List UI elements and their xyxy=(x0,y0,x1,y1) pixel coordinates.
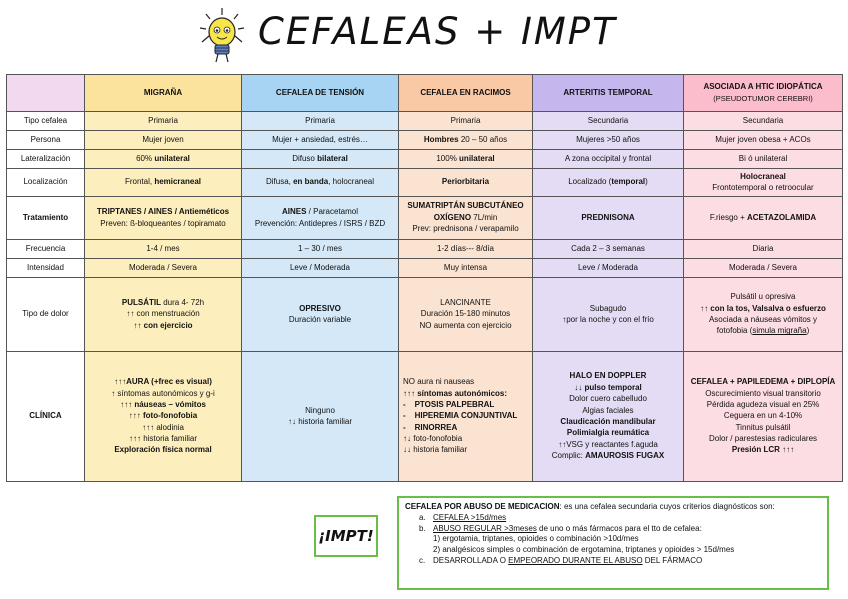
cell-text: ) xyxy=(645,177,648,187)
header xyxy=(0,0,848,70)
row-label: Localización xyxy=(7,169,85,197)
table-cell xyxy=(533,352,684,482)
row-label: CLÍNICA xyxy=(7,352,85,482)
table-cell xyxy=(399,278,533,352)
cell-text: ↑↑VSG y reactantes f.aguda xyxy=(558,439,658,449)
table-cell: Secundaria xyxy=(533,112,684,131)
note-marker: c. xyxy=(419,555,426,565)
cell-text-bold: hemicraneal xyxy=(154,177,202,187)
cell-text-bold: OXÍGENO xyxy=(433,212,472,222)
cell-text-bold: unilateral xyxy=(459,153,495,163)
table-cell xyxy=(399,352,533,482)
cell-text-bold: ↑↑ con la tos, Valsalva o esfuerzo xyxy=(700,303,826,313)
table-row xyxy=(7,259,843,278)
cell-text-bold: PULSÁTIL xyxy=(121,297,161,307)
cell-text-bold: PTOSIS PALPEBRAL xyxy=(414,399,495,409)
cell-text: fotofobia ( xyxy=(716,326,753,336)
cell-text: Oscurecimiento visual transitorio xyxy=(705,388,821,398)
table-row xyxy=(7,150,843,169)
table-cell: A zona occipital y frontal xyxy=(533,150,684,169)
cell-text: 100% xyxy=(436,153,460,163)
cell-text-bold: ↓↓ pulso temporal xyxy=(574,382,642,392)
table-header-row xyxy=(7,75,843,112)
cell-text: 7L/min xyxy=(471,212,498,222)
row-label: Lateralización xyxy=(7,150,85,169)
cell-text-bold: HIPEREMIA CONJUNTIVAL xyxy=(414,411,518,421)
note-heading xyxy=(405,502,821,513)
cell-text: Duración 15-180 minutos xyxy=(420,309,511,319)
note-item-b xyxy=(405,524,821,535)
cell-bullet-bold: - PTOSIS PALPEBRAL xyxy=(403,399,495,409)
cell-text-bold: ACETAZOLAMIDA xyxy=(746,212,817,222)
table-row xyxy=(7,131,843,150)
cell-text-bold: ↑↑↑ náuseas – vómitos xyxy=(120,399,206,409)
column-header-htic-title: ASOCIADA A HTIC IDIOPÁTICA xyxy=(703,82,823,92)
cell-text: Preven: ß-bloqueantes / topiramato xyxy=(100,218,226,228)
cell-text: ↑↓ foto-fonofobia xyxy=(403,434,463,444)
column-header-htic-subtitle: (PSEUDOTUMOR CEREBRI) xyxy=(713,93,813,103)
note-item-c xyxy=(405,556,821,567)
note-item-a xyxy=(405,513,821,524)
table-cell xyxy=(242,150,399,169)
cell-text-bold: AINES xyxy=(281,207,307,217)
cell-text-bold: Presión LCR ↑↑↑ xyxy=(731,445,795,455)
headache-comparison-table xyxy=(6,74,843,482)
table-cell xyxy=(399,150,533,169)
table-cell: Diaria xyxy=(684,240,843,259)
note-text-underlined: CEFALEA >15d/mes xyxy=(433,512,507,522)
table-cell xyxy=(242,197,399,240)
table-cell: Moderada / Severa xyxy=(684,259,843,278)
cell-text: ↑↑ con menstruación xyxy=(126,309,200,319)
table-cell: Leve / Moderada xyxy=(242,259,399,278)
note-text: DEL FÁRMACO xyxy=(642,555,703,565)
table-row xyxy=(7,112,843,131)
table-cell xyxy=(399,131,533,150)
table-cell: Leve / Moderada xyxy=(533,259,684,278)
cell-text-bold: Holocraneal xyxy=(740,171,786,181)
note-text: de uno o más fármacos para el tto de cefalea: xyxy=(536,523,702,533)
cell-text-bold: Polimialgia reumática xyxy=(566,428,650,438)
cell-text: Pulsátil u opresiva xyxy=(730,292,796,302)
table-cell: Moderada / Severa xyxy=(85,259,242,278)
cell-text: Subagudo xyxy=(589,303,627,313)
cell-text-bold: bilateral xyxy=(317,153,348,163)
note-marker: a. xyxy=(419,512,426,522)
table-cell: Periorbitaria xyxy=(399,169,533,197)
table-cell: Secundaria xyxy=(684,112,843,131)
table-cell: Cada 2 – 3 semanas xyxy=(533,240,684,259)
table-cell: PREDNISONA xyxy=(533,197,684,240)
cell-text: Duración variable xyxy=(288,315,352,324)
cell-text-bold: SUMATRIPTÁN SUBCUTÁNEO xyxy=(407,201,524,211)
cell-text: F.riesgo + xyxy=(709,212,747,222)
table-cell: Bi ó unilateral xyxy=(684,150,843,169)
cell-text: Dolor / parestesias radiculares xyxy=(708,434,818,444)
cell-text: ↑↑↑ historia familiar xyxy=(128,434,197,444)
cell-text-bold: temporal xyxy=(611,177,646,187)
table-cell xyxy=(85,352,242,482)
table-cell: Muy intensa xyxy=(399,259,533,278)
cell-text: Frontotemporal o retroocular xyxy=(712,183,814,192)
table-cell xyxy=(85,150,242,169)
cell-text: Dolor cuero cabelludo xyxy=(569,394,647,404)
cell-text-bold: en banda xyxy=(293,177,329,187)
cell-text: ↑ síntomas autonómicos y g-i xyxy=(111,388,215,398)
cell-text: dura 4- 72h xyxy=(160,297,205,307)
table-cell xyxy=(85,169,242,197)
table-cell: 1-4 / mes xyxy=(85,240,242,259)
cell-text: Ninguno xyxy=(305,405,335,415)
cell-text: NO aumenta con ejercicio xyxy=(419,320,512,330)
cell-text: NO aura ni nauseas xyxy=(403,377,475,387)
medication-overuse-note xyxy=(397,496,829,590)
table-cell: Primaria xyxy=(399,112,533,131)
note-text-underlined: ABUSO REGULAR >3meses xyxy=(433,523,537,533)
cell-text: Prev: prednisona / verapamilo xyxy=(412,224,519,234)
row-label: Tipo cefalea xyxy=(7,112,85,131)
table-cell xyxy=(85,197,242,240)
table-cell: Mujeres >50 años xyxy=(533,131,684,150)
cell-text-bold: CEFALEA + PAPILEDEMA + DIPLOPÍA xyxy=(690,377,836,387)
table-cell xyxy=(242,352,399,482)
note-marker: b. xyxy=(419,523,426,533)
cell-text: ↓↓ historia familiar xyxy=(403,445,468,455)
cell-text-bold: ↑↑ con ejercicio xyxy=(133,320,193,330)
cell-text: Ceguera en un 4-10% xyxy=(723,411,803,421)
table-cell xyxy=(399,197,533,240)
cell-bullet-bold: - HIPEREMIA CONJUNTIVAL xyxy=(403,411,518,421)
cell-text: Tinnitus pulsátil xyxy=(735,422,791,432)
table-cell: 1-2 días--- 8/día xyxy=(399,240,533,259)
cell-text: 60% xyxy=(136,153,155,163)
cell-text: , holocraneal xyxy=(328,177,375,187)
cell-text: 20 – 50 años xyxy=(458,134,508,144)
cell-text: LANCINANTE xyxy=(440,297,491,307)
cell-bullet-bold: - RINORREA xyxy=(403,422,458,432)
table-cell: Primaria xyxy=(85,112,242,131)
row-label: Intensidad xyxy=(7,259,85,278)
table-cell: 1 – 30 / mes xyxy=(242,240,399,259)
row-label: Frecuencia xyxy=(7,240,85,259)
column-header-htic xyxy=(684,75,843,112)
table-row xyxy=(7,278,843,352)
note-heading-text: : es una cefalea secundaria cuyos criterios diagnósticos son: xyxy=(559,502,775,511)
note-subitem: 2) analgésicos simples o combinación de ergotamina, triptanes y opioides > 15d/mes xyxy=(433,545,735,555)
cell-text-underlined: simula migraña xyxy=(752,326,807,336)
lightbulb-mascot-icon xyxy=(196,6,248,66)
table-cell xyxy=(684,169,843,197)
impt-badge: ¡IMPT! xyxy=(314,515,378,557)
note-text: DESARROLLADA O xyxy=(433,555,509,565)
table-cell: Mujer joven xyxy=(85,131,242,150)
cell-text: Complic: xyxy=(551,451,586,461)
cell-text-bold: ↑↑↑ síntomas autonómicos: xyxy=(403,388,508,398)
table-row xyxy=(7,352,843,482)
cell-text: Frontal, xyxy=(124,177,155,187)
row-label: Tipo de dolor xyxy=(7,278,85,352)
cell-text-bold: unilateral xyxy=(154,153,190,163)
column-header-arteritis: ARTERITIS TEMPORAL xyxy=(533,75,684,112)
cell-text: ) xyxy=(806,326,810,336)
table-cell xyxy=(242,278,399,352)
row-label: Persona xyxy=(7,131,85,150)
cell-text: ↑↓ historia familiar xyxy=(287,417,352,426)
table-cell: Primaria xyxy=(242,112,399,131)
cell-text: ↑por la noche y con el frío xyxy=(562,315,654,324)
note-heading-bold: CEFALEA POR ABUSO DE MEDICACION xyxy=(405,502,560,511)
column-header-tension: CEFALEA DE TENSIÓN xyxy=(242,75,399,112)
table-cell xyxy=(684,352,843,482)
table-cell: Mujer joven obesa + ACOs xyxy=(684,131,843,150)
cell-text-bold: HALO EN DOPPLER xyxy=(569,371,647,381)
cell-text: Asociada a náuseas vómitos y xyxy=(708,315,818,324)
row-label: Tratamiento xyxy=(7,197,85,240)
cell-text-bold: OPRESIVO xyxy=(299,303,341,313)
cell-text: Difusa, xyxy=(265,177,294,187)
table-cell: Mujer + ansiedad, estrés… xyxy=(242,131,399,150)
note-text-underlined: EMPEORADO DURANTE EL ABUSO xyxy=(508,555,643,565)
table-row xyxy=(7,197,843,240)
header-corner xyxy=(7,75,85,112)
page-title: CEFALEAS + IMPT xyxy=(258,10,617,53)
table-row xyxy=(7,169,843,197)
table-row xyxy=(7,240,843,259)
cell-text: / Paracetamol xyxy=(306,207,359,217)
note-subitem: 1) ergotamia, triptanes, opioides o combinación >10d/mes xyxy=(433,534,639,544)
table-cell xyxy=(242,169,399,197)
table-cell xyxy=(684,278,843,352)
cell-text-bold: Hombres xyxy=(423,134,459,144)
table-cell xyxy=(684,197,843,240)
cell-text-bold: ↑↑↑ foto-fonofobia xyxy=(128,411,198,421)
cell-text: Algias faciales xyxy=(582,405,634,415)
cell-text: Pérdida agudeza visual en 25% xyxy=(706,399,820,409)
table-cell xyxy=(85,278,242,352)
cell-text: Prevención: Antidepres / ISRS / BZD xyxy=(254,218,386,228)
cell-text-bold: ↑↑↑AURA (+frec es visual) xyxy=(114,377,212,387)
column-header-racimos: CEFALEA EN RACIMOS xyxy=(399,75,533,112)
column-header-migrana: MIGRAÑA xyxy=(85,75,242,112)
cell-text: ↑↑↑ alodinia xyxy=(142,422,184,432)
cell-text: Localizado ( xyxy=(568,177,612,187)
cell-text-bold: RINORREA xyxy=(414,422,458,432)
cell-text-bold: TRIPTANES / AINES / Antieméticos xyxy=(96,207,230,217)
cell-text-bold: AMAUROSIS FUGAX xyxy=(585,451,665,461)
cell-text-bold: Exploración física normal xyxy=(114,445,212,455)
table-cell xyxy=(533,169,684,197)
table-cell xyxy=(533,278,684,352)
cell-text-bold: Claudicación mandibular xyxy=(560,417,656,426)
cell-text: Difuso xyxy=(292,153,318,163)
